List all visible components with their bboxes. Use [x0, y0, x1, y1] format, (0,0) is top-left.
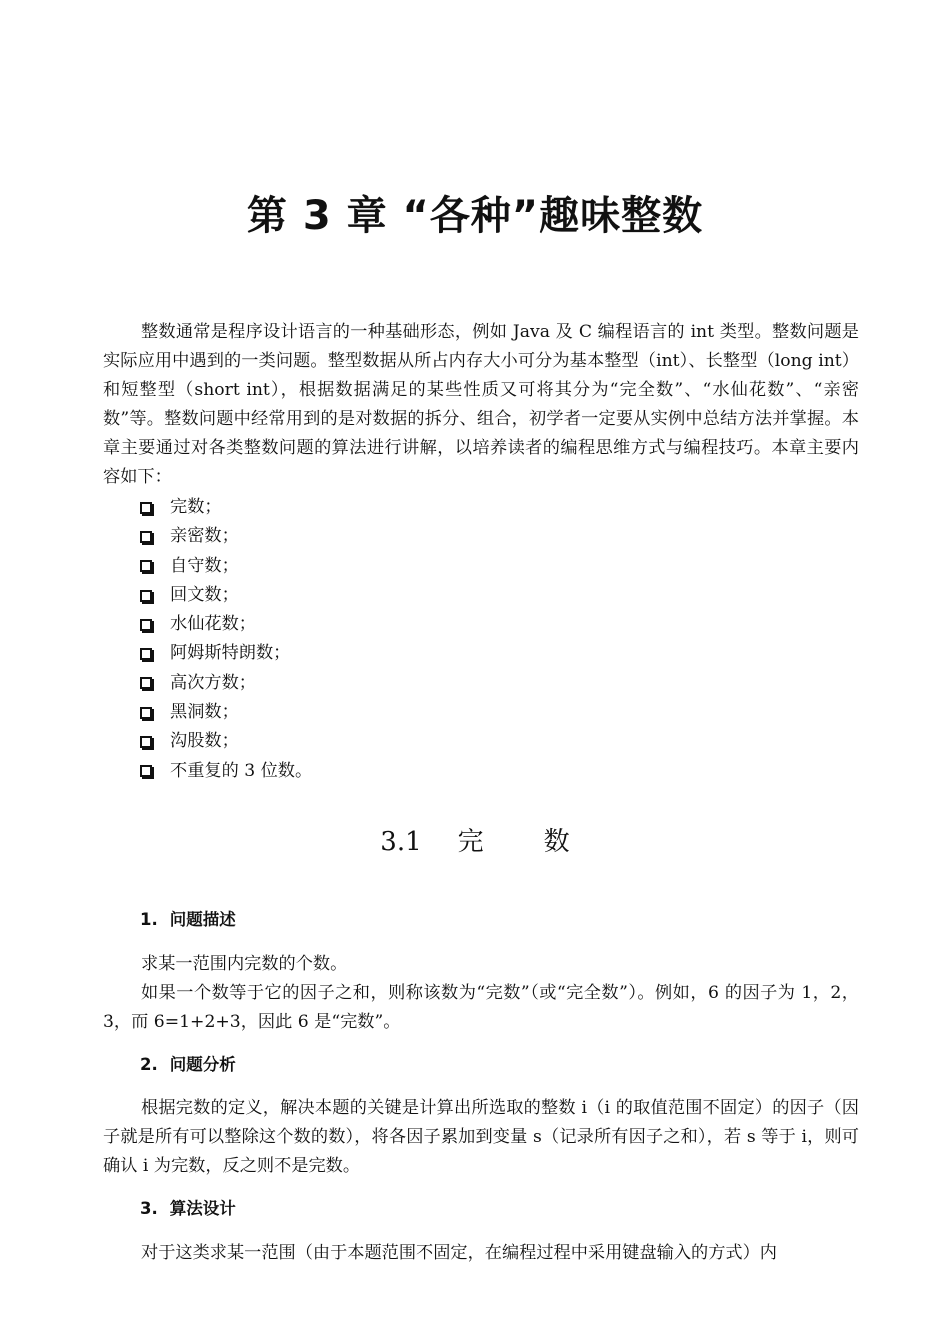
section-word-2: 数 [543, 827, 570, 857]
subsection-title: 算法设计 [169, 1199, 236, 1218]
checkbox-icon [140, 590, 152, 602]
list-item: 亲密数； [140, 522, 312, 551]
list-item: 自守数； [140, 552, 312, 581]
section-number: 3.1 [380, 827, 422, 857]
intro-paragraph: 整数通常是程序设计语言的一种基础形态，例如 Java 及 C 编程语言的 int 类型。整数问题是实际应用中遇到的一类问题。整型数据从所占内存大小可分为基本整型（int）、长整型（long int）和短整型（short int），根据数据满足的某些性质又可将其分为“完全数”、“水仙花数”、“亲密数”等。整数问题中经常用到的是对数据的拆分、组合，初学者一定要从实例中总结方法并掌握。本章主要通过对各类整数问题的算法进行讲解，以培养读者的编程思维方式与编程技巧。本章主要内容如下： [103, 322, 859, 487]
list-item: 完数； [140, 493, 312, 522]
subsection-number: 3. [140, 1199, 158, 1218]
checkbox-icon [140, 531, 152, 543]
subsection-heading-algorithm [140, 1196, 236, 1222]
checkbox-icon [140, 765, 152, 777]
subsection-number: 1. [140, 910, 158, 929]
section-title [0, 822, 950, 862]
body-paragraph: 如果一个数等于它的因子之和，则称该数为“完数”（或“完全数”）。例如，6 的因子为 1，2，3，而 6=1+2+3，因此 6 是“完数”。 [103, 983, 859, 1032]
list-item: 沟股数； [140, 727, 312, 756]
section-word-1: 完 [457, 827, 484, 857]
checkbox-icon [140, 648, 152, 660]
chapter-title: 第 3 章 “各种”趣味整数 [246, 193, 704, 239]
subsection-heading-description [140, 907, 236, 933]
body-paragraph: 求某一范围内完数的个数。 [141, 954, 348, 974]
body-paragraph: 对于这类求某一范围（由于本题范围不固定，在编程过程中采用键盘输入的方式）内 [141, 1243, 777, 1263]
subsection-title: 问题分析 [169, 1055, 236, 1074]
subsection-number: 2. [140, 1055, 158, 1074]
checkbox-icon [140, 502, 152, 514]
body-paragraph: 根据完数的定义，解决本题的关键是计算出所选取的整数 i（i 的取值范围不固定）的因子（因子就是所有可以整除这个数的数），将各因子累加到变量 s（记录所有因子之和），若 s 等于 i，则可确认 i 为完数，反之则不是完数。 [103, 1098, 859, 1176]
list-item: 高次方数； [140, 669, 312, 698]
checkbox-icon [140, 619, 152, 631]
checkbox-icon [140, 677, 152, 689]
list-item: 回文数； [140, 581, 312, 610]
topic-list [140, 493, 312, 786]
subsection-heading-analysis [140, 1052, 236, 1078]
list-item: 黑洞数； [140, 698, 312, 727]
checkbox-icon [140, 560, 152, 572]
list-item: 水仙花数； [140, 610, 312, 639]
checkbox-icon [140, 707, 152, 719]
subsection-title: 问题描述 [169, 910, 236, 929]
list-item: 阿姆斯特朗数； [140, 639, 312, 668]
list-item: 不重复的 3 位数。 [140, 757, 312, 786]
checkbox-icon [140, 736, 152, 748]
